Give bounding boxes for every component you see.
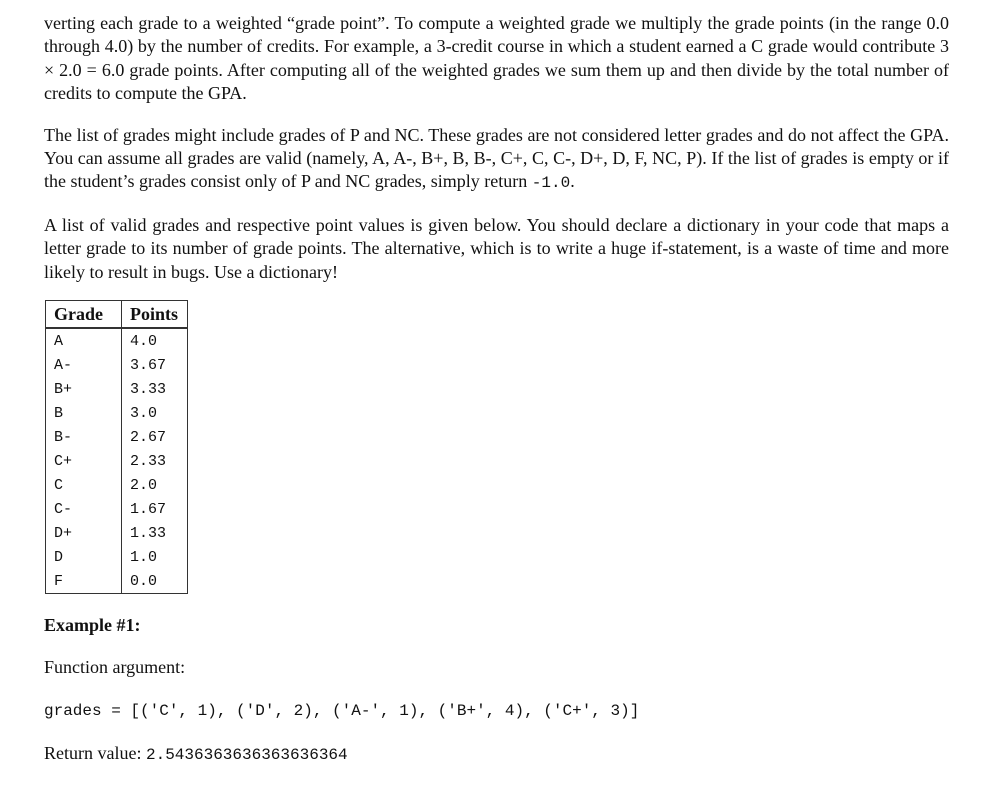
grade-cell: B (46, 401, 122, 425)
table-row (46, 521, 188, 545)
table-row (46, 401, 188, 425)
inline-code-return-value: -1.0 (531, 174, 571, 193)
grade-column-header: Grade (46, 301, 122, 329)
points-cell: 3.0 (122, 401, 188, 425)
example-heading: Example #1: (44, 615, 141, 636)
paragraph-pass-nc-grades (44, 124, 949, 196)
return-value: 2.5436363636363636364 (145, 746, 348, 765)
table-row (46, 425, 188, 449)
grade-cell: F (46, 569, 122, 594)
paragraph-gpa-computation: verting each grade to a weighted “grade point”. To compute a weighted grade we multiply the grade points (in the range 0.0 through 4.0) by the number of credits. For example, a 3-credit course in which a student earned a C grade would contribute 3 × 2.0 = 6.0 grade points. After computing all of the weighted grades we sum them up and then divide by the total number of credits to compute the GPA. (44, 13, 949, 104)
paragraph-pass-nc-end: . (570, 171, 575, 192)
grade-cell: A- (46, 353, 122, 377)
function-argument-label: Function argument: (44, 657, 186, 678)
grade-cell: C (46, 473, 122, 497)
grade-cell: C- (46, 497, 122, 521)
paragraph-dictionary-advice: A list of valid grades and respective point values is given below. You should declare a dictionary in your code that maps a letter grade to its number of grade points. The alternative, which is to write a huge if-statement, is a waste of time and more likely to result in bugs. Use a dictionary! (44, 214, 949, 282)
grade-cell: D+ (46, 521, 122, 545)
grade-points-table (45, 300, 188, 594)
points-cell: 1.67 (122, 497, 188, 521)
points-cell: 0.0 (122, 569, 188, 594)
table-row (46, 569, 188, 594)
points-cell: 1.33 (122, 521, 188, 545)
return-value-label: Return value: (44, 743, 146, 764)
example-code-argument: grades = [('C', 1), ('D', 2), ('A-', 1), ('B+', 4), ('C+', 3)] (44, 702, 640, 721)
grade-cell: D (46, 545, 122, 569)
grade-cell: A (46, 328, 122, 353)
points-cell: 1.0 (122, 545, 188, 569)
grade-cell: B+ (46, 377, 122, 401)
points-cell: 2.0 (122, 473, 188, 497)
grade-cell: B- (46, 425, 122, 449)
points-cell: 2.67 (122, 425, 188, 449)
table-header-row (46, 301, 188, 329)
grade-cell: C+ (46, 449, 122, 473)
table-row (46, 377, 188, 401)
table-row (46, 545, 188, 569)
points-cell: 3.33 (122, 377, 188, 401)
table-row (46, 473, 188, 497)
return-value-line (44, 742, 949, 767)
points-cell: 2.33 (122, 449, 188, 473)
points-cell: 4.0 (122, 328, 188, 353)
paragraph-pass-nc-text: The list of grades might include grades of P and NC. These grades are not considered letter grades and do not affect the GPA. You can assume all grades are valid (namely, A, A-, B+, B, B-, C+, C, C-, D+, D, F, NC, P). If the list of grades is empty or if the student’s grades consist only of P and NC grades, simply return (44, 124, 949, 192)
table-row (46, 353, 188, 377)
document-page (44, 12, 949, 767)
points-column-header: Points (122, 301, 188, 329)
table-row (46, 449, 188, 473)
points-cell: 3.67 (122, 353, 188, 377)
table-row (46, 497, 188, 521)
table-row (46, 328, 188, 353)
